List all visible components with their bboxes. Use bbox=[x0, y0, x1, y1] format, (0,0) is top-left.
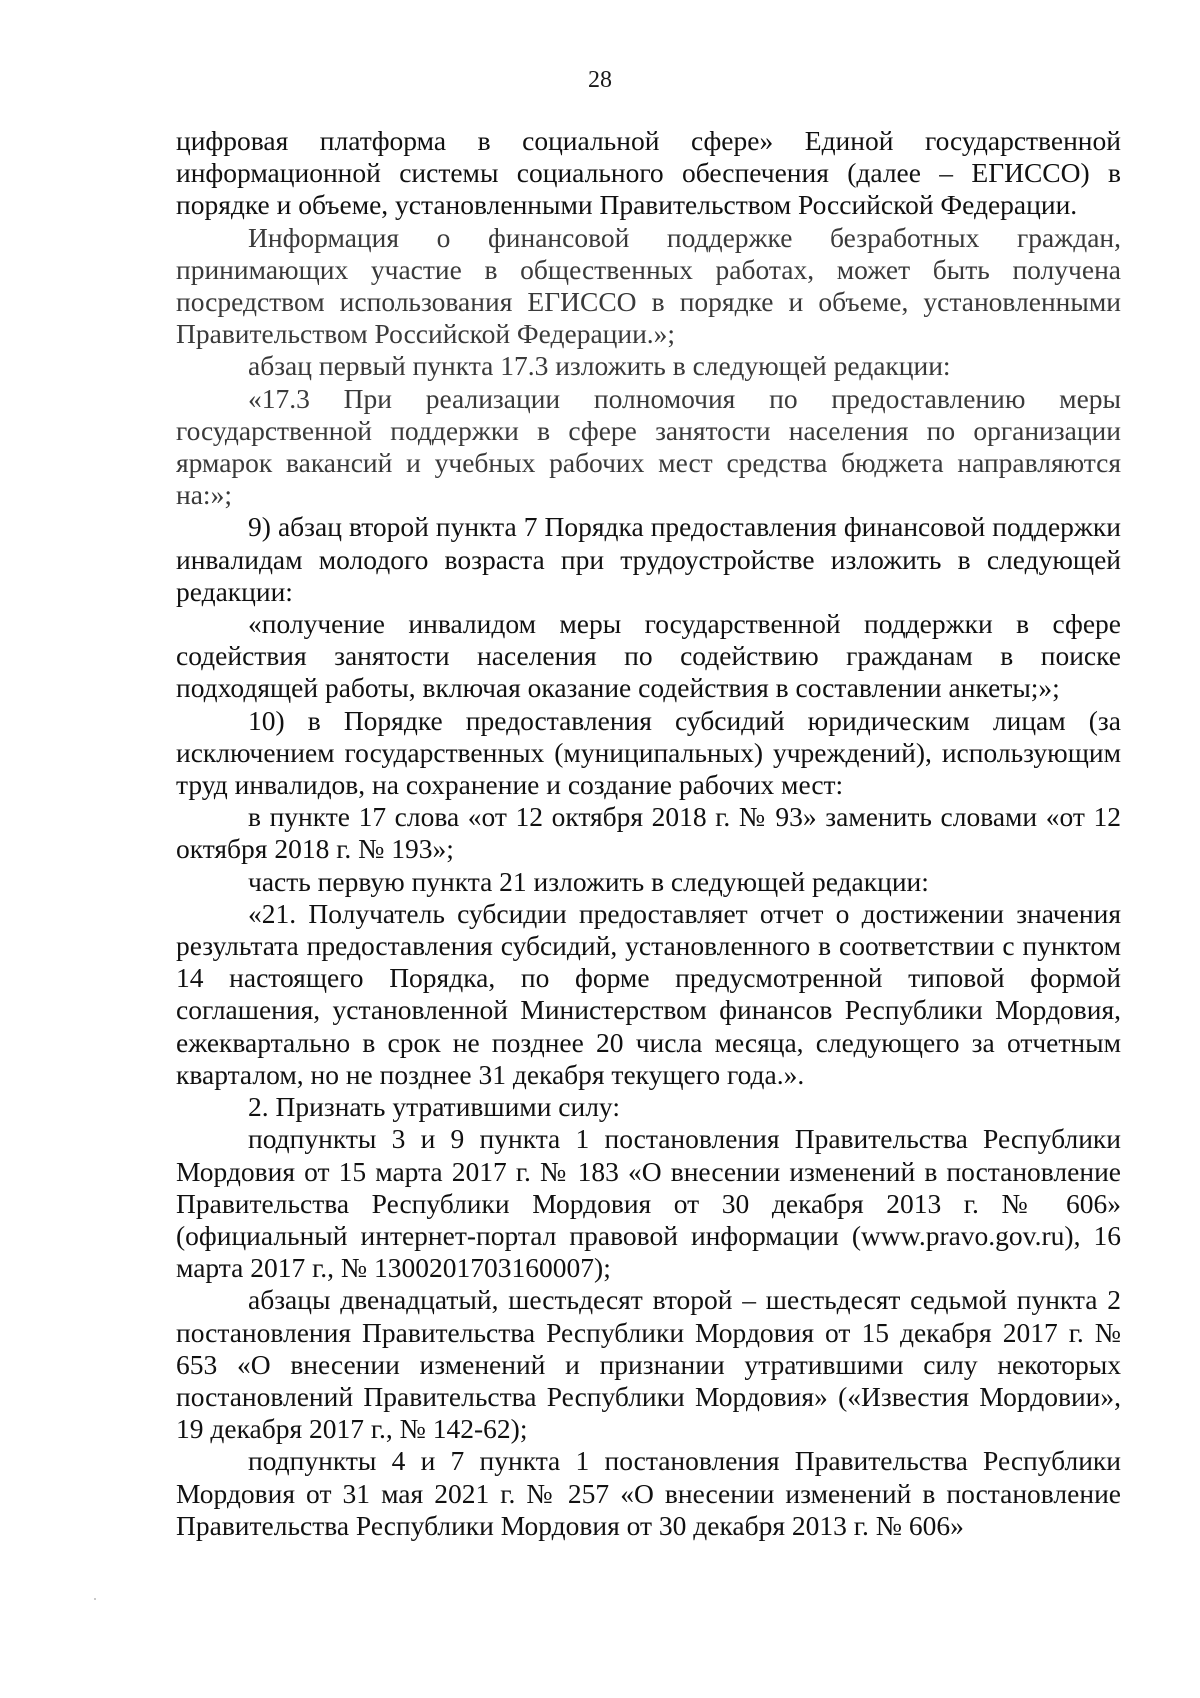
document-body bbox=[176, 125, 1121, 1542]
paragraph-item-21-text: «21. Получатель субсидии предоставляет отчет о достижении значения результата предоставления субсидий, установленного в соответствии с пунктом 14 настоящего Порядка, по форме предусмотренной типовой формой соглашения, установленной Министерством финансов Республики Мордовия, ежеквартально в срок не позднее 20 числа месяца, следующего за отчетным кварталом, но не позднее 31 декабря текущего года.». bbox=[176, 897, 1121, 1090]
paragraph-disabled-youth-support: «получение инвалидом меры государственной поддержки в сфере содействия занятости населения по содействию гражданам в поиске подходящей работы, включая оказание содействия в составлении анкеты;»; bbox=[176, 608, 1121, 704]
paragraph-item-17-3-intro: абзац первый пункта 17.3 изложить в следующей редакции: bbox=[248, 350, 951, 382]
page-number: 28 bbox=[588, 67, 612, 93]
paragraph-item-17-3-text: «17.3 При реализации полномочия по предоставлению меры государственной поддержки в сфере занятости населения по организации ярмарок вакансий и учебных рабочих мест средства бюджета направляются на:»; bbox=[176, 382, 1121, 511]
paragraph-section-2: 2. Признать утратившими силу: bbox=[248, 1091, 620, 1123]
paragraph-repeal-2017-653: абзацы двенадцатый, шестьдесят второй – шестьдесят седьмой пункта 2 постановления Правительства Республики Мордовия от 15 декабря 2017 г. № 653 «О внесении изменений и признании утратившими силу некоторых постановлений Правительства Республики Мордовия» («Известия Мордовии», 19 декабря 2017 г., № 142-62); bbox=[176, 1284, 1121, 1445]
paragraph-unemployed-support-info: Информация о финансовой поддержке безработных граждан, принимающих участие в общественных работах, может быть получена посредством использования ЕГИССО в порядке и объеме, установленными Правительством Российской Федерации.»; bbox=[176, 221, 1121, 350]
paragraph-egisso-continuation: цифровая платформа в социальной сфере» Единой государственной информационной системы социального обеспечения (далее – ЕГИССО) в порядке и объеме, установленными Правительством Российской Федерации. bbox=[176, 125, 1121, 221]
paragraph-item-9: 9) абзац второй пункта 7 Порядка предоставления финансовой поддержки инвалидам молодого возраста при трудоустройстве изложить в следующей редакции: bbox=[176, 511, 1121, 607]
paragraph-item-17-words: в пункте 17 слова «от 12 октября 2018 г. № 93» заменить словами «от 12 октября 2018 г. № 193»; bbox=[176, 801, 1121, 865]
paragraph-repeal-2017-183: подпункты 3 и 9 пункта 1 постановления Правительства Республики Мордовия от 15 марта 2017 г. № 183 «О внесении изменений в постановление Правительства Республики Мордовия от 30 декабря 2013 г. № 606» (официальный интернет-портал правовой информации (www.pravo.gov.ru), 16 марта 2017 г., № 1300201703160007); bbox=[176, 1123, 1121, 1284]
paragraph-item-10: 10) в Порядке предоставления субсидий юридическим лицам (за исключением государственных (муниципальных) учреждений), использующим труд инвалидов, на сохранение и создание рабочих мест: bbox=[176, 704, 1121, 801]
paragraph-repeal-2021-257: подпункты 4 и 7 пункта 1 постановления Правительства Республики Мордовия от 31 мая 2021 г. № 257 «О внесении изменений в постановление Правительства Республики Мордовия от 30 декабря 2013 г. № 606» bbox=[176, 1445, 1121, 1541]
scan-speck bbox=[94, 1598, 96, 1600]
paragraph-item-21-intro: часть первую пункта 21 изложить в следующей редакции: bbox=[248, 865, 929, 897]
